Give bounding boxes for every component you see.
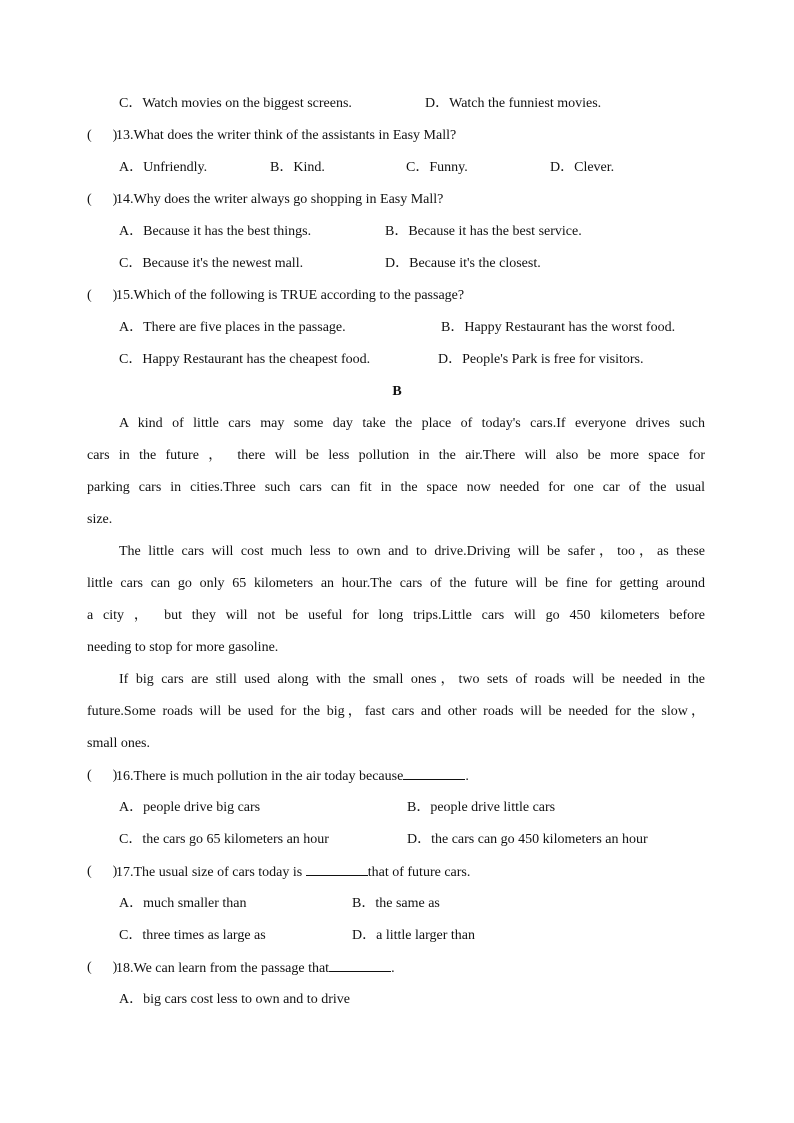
passage-line: cars in the future ， there will be less pollution in the air.There will also be more space for [87,448,705,463]
q16-option-a: A．people drive big cars [119,800,261,815]
passage-line: size. [87,512,113,527]
q18-stem-text: 18.We can learn from the passage that [116,961,330,976]
q17-option-c: C．three times as large as [119,928,266,943]
q17-fill-blank[interactable] [306,863,368,876]
q18-stem-end: . [391,961,395,976]
q14-option-b: B．Because it has the best service. [385,224,582,239]
q12-option-c: C．Watch movies on the biggest screens. [119,96,352,111]
q14-option-a: A．Because it has the best things. [119,224,312,239]
q16-stem [116,767,469,786]
section-heading: B [392,384,402,399]
q13-answer-blank[interactable]: ( ) [87,128,118,143]
passage-line: The little cars will cost much less to own and to drive.Driving will be safer，too，as these [119,544,705,559]
q16-answer-blank[interactable]: ( ) [87,768,118,783]
q17-stem [116,863,470,882]
q15-answer-blank[interactable]: ( ) [87,288,118,303]
passage-line: future.Some roads will be used for the big，fast cars and other roads will be needed for the slow， [87,704,705,719]
q18-stem [116,959,395,978]
q15-option-d: D．People's Park is free for visitors. [438,352,644,367]
passage-line: If big cars are still used along with the small ones，two sets of roads will be needed in the [119,672,705,687]
passage-line: A kind of little cars may some day take the place of today's cars.If everyone drives such [119,416,705,431]
passage-line: little cars can go only 65 kilometers an hour.The cars of the future will be fine for getting around [87,576,705,591]
q15-option-b: B．Happy Restaurant has the worst food. [441,320,676,335]
passage-line: small ones. [87,736,150,751]
passage-line: needing to stop for more gasoline. [87,640,279,655]
q17-answer-blank[interactable]: ( ) [87,864,118,879]
q16-option-b: B．people drive little cars [407,800,556,815]
q15-option-c: C．Happy Restaurant has the cheapest food. [119,352,371,367]
q16-stem-end: . [465,769,469,784]
q13-option-a: A．Unfriendly. [119,160,208,175]
q16-option-c: C．the cars go 65 kilometers an hour [119,832,329,847]
q17-option-b: B．the same as [352,896,440,911]
q13-option-b: B．Kind. [270,160,325,175]
passage-line: parking cars in cities.Three such cars can fit in the space now needed for one car of the usual [87,480,705,495]
q14-answer-blank[interactable]: ( ) [87,192,118,207]
q16-option-d: D．the cars can go 450 kilometers an hour [407,832,648,847]
q14-stem: 14.Why does the writer always go shopping in Easy Mall? [116,192,444,207]
q13-option-c: C．Funny. [406,160,468,175]
q16-stem-text: 16.There is much pollution in the air today because [116,769,404,784]
q18-option-a: A．big cars cost less to own and to drive [119,992,350,1007]
q16-fill-blank[interactable] [403,767,465,780]
q15-stem: 15.Which of the following is TRUE according to the passage? [116,288,465,303]
q17-option-d: D．a little larger than [352,928,475,943]
q17-stem-text: 17.The usual size of cars today is [116,865,306,880]
q17-option-a: A．much smaller than [119,896,247,911]
q13-option-d: D．Clever. [550,160,615,175]
q18-fill-blank[interactable] [329,959,391,972]
passage-line: a city ， but they will not be useful for long trips.Little cars will go 450 kilometers before [87,608,705,623]
q17-stem-end: that of future cars. [367,865,471,880]
q13-stem: 13.What does the writer think of the assistants in Easy Mall? [116,128,457,143]
q12-option-d: D．Watch the funniest movies. [425,96,602,111]
q15-option-a: A．There are five places in the passage. [119,320,346,335]
q14-option-d: D．Because it's the closest. [385,256,541,271]
q18-answer-blank[interactable]: ( ) [87,960,118,975]
q14-option-c: C．Because it's the newest mall. [119,256,304,271]
